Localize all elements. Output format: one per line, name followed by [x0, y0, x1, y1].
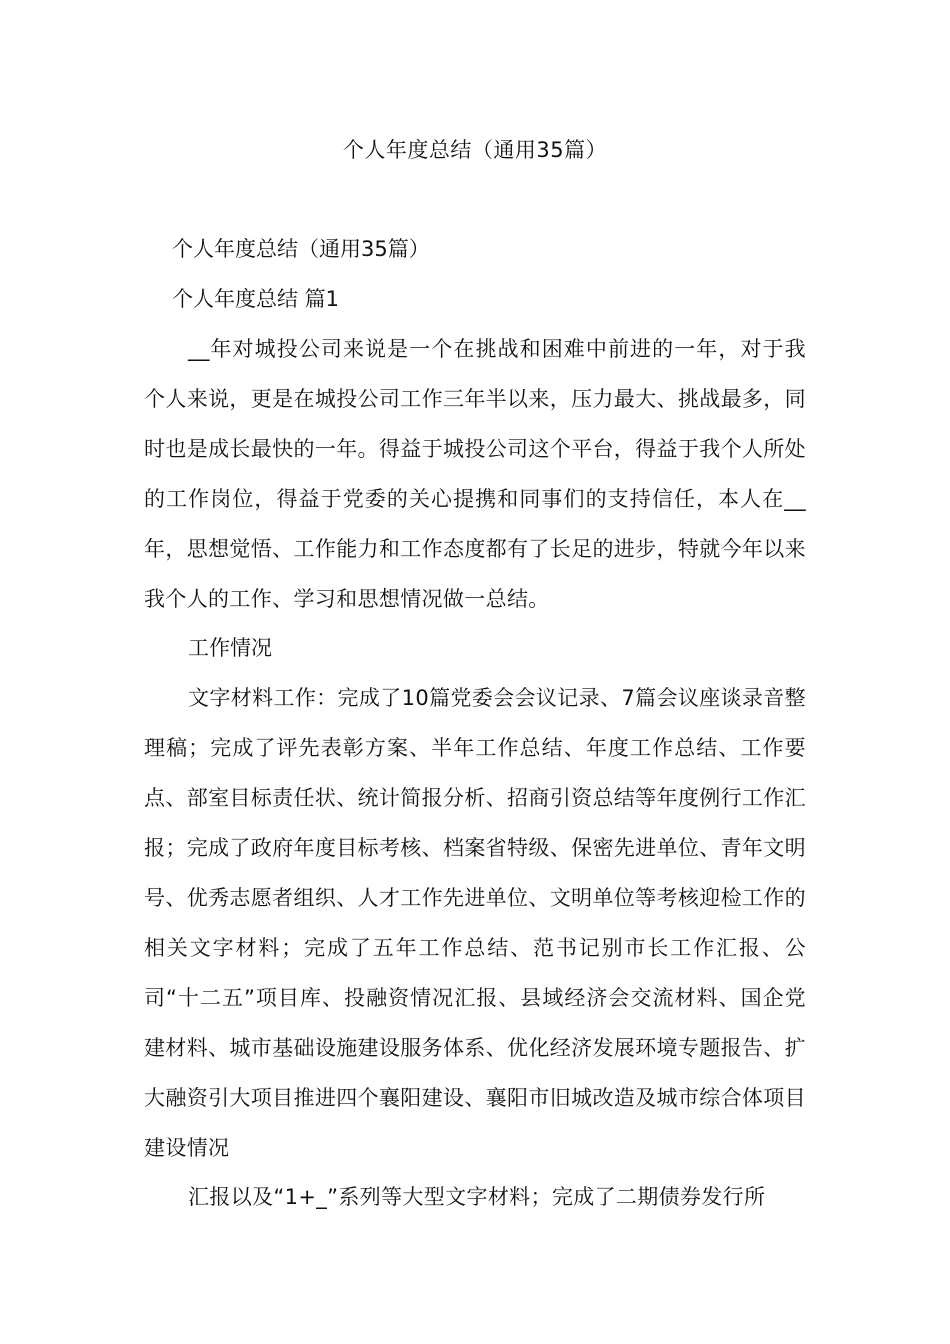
document-subtitle: 个人年度总结（通用35篇） [172, 237, 430, 261]
intro-paragraph: __年对城投公司来说是一个在挑战和困难中前进的一年，对于我个人来说，更是在城投公司工作三年半以来，压力最大、挑战最多，同时也是成长最快的一年。得益于城投公司这个平台，得益于我个人所处的工作岗位，得益于党委的关心提携和同事们的支持信任，本人在__年，思想觉悟、工作能力和工作态度都有了长足的进步，特就今年以来我个人的工作、学习和思想情况做一总结。 [144, 337, 806, 611]
section-heading: 工作情况 [188, 636, 272, 660]
article-heading: 个人年度总结 篇1 [172, 287, 340, 311]
continuation-paragraph: 汇报以及“1+_”系列等大型文字材料；完成了二期债券发行所 [188, 1185, 766, 1209]
document-title: 个人年度总结（通用35篇） [342, 138, 608, 162]
work-paragraph: 文字材料工作：完成了10篇党委会会议记录、7篇会议座谈录音整理稿；完成了评先表彰方案、半年工作总结、年度工作总结、工作要点、部室目标责任状、统计简报分析、招商引资总结等年度例行工作汇报；完成了政府年度目标考核、档案省特级、保密先进单位、青年文明号、优秀志愿者组织、人才工作先进单位、文明单位等考核迎检工作的相关文字材料；完成了五年工作总结、范书记别市长工作汇报、公司“十二五”项目库、投融资情况汇报、县域经济会交流材料、国企党建材料、城市基础设施建设服务体系、优化经济发展环境专题报告、扩大融资引大项目推进四个襄阳建设、襄阳市旧城改造及城市综合体项目建设情况 [144, 686, 806, 1160]
